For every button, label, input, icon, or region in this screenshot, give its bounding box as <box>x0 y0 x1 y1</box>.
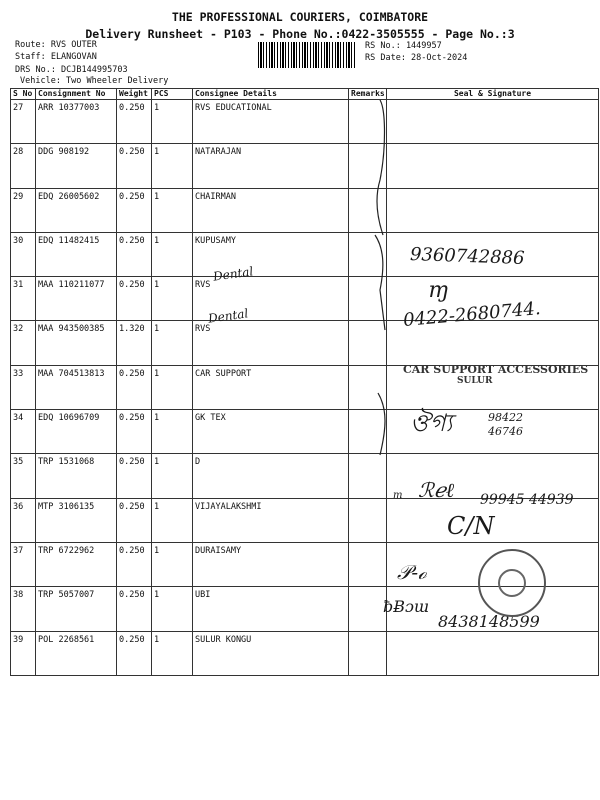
cell-weight: 0.250 <box>117 232 152 276</box>
handwritten-signature-34: ঔগ্য <box>410 409 453 437</box>
cell-weight: 0.250 <box>117 631 152 675</box>
cell-weight: 0.250 <box>117 498 152 542</box>
cell-consignee: RVS EDUCATIONAL <box>193 100 349 144</box>
cell-consignment: EDQ 11482415 <box>36 232 117 276</box>
seal-stamp-subtext: SULUR <box>457 376 493 386</box>
cell-weight: 0.250 <box>117 454 152 498</box>
cell-consignee: RVS <box>193 321 349 365</box>
header-remarks: Remarks <box>349 89 387 100</box>
cell-sno: 33 <box>11 365 36 409</box>
route-text: Route: RVS OUTER <box>15 40 97 50</box>
cell-weight: 0.250 <box>117 144 152 188</box>
brace-mark-1 <box>377 100 385 235</box>
cell-weight: 0.250 <box>117 277 152 321</box>
cell-consignee: KUPUSAMY <box>193 232 349 276</box>
cell-consignment: TRP 6722962 <box>36 542 117 586</box>
cell-consignee: VIJAYALAKSHMI <box>193 498 349 542</box>
drs-number: DRS No.: DCJB144995703 <box>15 65 128 75</box>
cell-consignee: DURAISAMY <box>193 542 349 586</box>
handwritten-signature-38: 𝒫-ℴ <box>397 560 427 584</box>
cell-pcs: 1 <box>152 631 193 675</box>
header-consignee: Consignee Details <box>193 89 349 100</box>
cell-sno: 36 <box>11 498 36 542</box>
handwritten-phone-39: 8438148599 <box>438 612 540 631</box>
cell-pcs: 1 <box>152 277 193 321</box>
handwritten-dental-2: Dental <box>207 306 250 326</box>
cell-consignment: TRP 5057007 <box>36 587 117 631</box>
cell-sno: 39 <box>11 631 36 675</box>
cell-consignment: MTP 3106135 <box>36 498 117 542</box>
cell-consignment: ARR 10377003 <box>36 100 117 144</box>
brace-mark-2 <box>375 235 385 330</box>
page-title: THE PROFESSIONAL COURIERS, COIMBATORE <box>171 10 429 24</box>
cell-sno: 30 <box>11 232 36 276</box>
cell-pcs: 1 <box>152 100 193 144</box>
cell-consignee: GK TEX <box>193 410 349 454</box>
cell-consignee: UBI <box>193 587 349 631</box>
cell-sno: 35 <box>11 454 36 498</box>
header-seal: Seal & Signature <box>387 89 599 100</box>
header-weight: Weight <box>117 89 152 100</box>
rs-number: RS No.: 1449957 <box>365 41 442 51</box>
handwritten-signature-39: ƀɃɔɯ <box>383 597 430 616</box>
handwritten-phone-gk: 98422 46746 <box>488 411 523 438</box>
handwritten-initial-36: m <box>393 490 403 501</box>
cell-consignee: RVS <box>193 277 349 321</box>
cell-weight: 0.250 <box>117 100 152 144</box>
cell-consignment: TRP 1531068 <box>36 454 117 498</box>
cell-pcs: 1 <box>152 542 193 586</box>
cell-consignee: CHAIRMAN <box>193 188 349 232</box>
cell-sno: 34 <box>11 410 36 454</box>
cell-sno: 38 <box>11 587 36 631</box>
cell-consignee: D <box>193 454 349 498</box>
header-sno: S No <box>11 89 36 100</box>
handwritten-phone-1: 9360742886 <box>409 244 525 269</box>
cell-pcs: 1 <box>152 365 193 409</box>
cell-consignment: MAA 704513813 <box>36 365 117 409</box>
cell-pcs: 1 <box>152 498 193 542</box>
cell-sno: 32 <box>11 321 36 365</box>
handwritten-signature-36: ℛℯℓ <box>418 478 455 502</box>
cell-weight: 1.320 <box>117 321 152 365</box>
handwritten-phone-36: 99945 44939 <box>480 492 574 508</box>
cell-consignee: CAR SUPPORT <box>193 365 349 409</box>
cell-pcs: 1 <box>152 587 193 631</box>
cell-consignment: MAA 110211077 <box>36 277 117 321</box>
cell-pcs: 1 <box>152 410 193 454</box>
cell-pcs: 1 <box>152 144 193 188</box>
cell-weight: 0.250 <box>117 587 152 631</box>
cell-pcs: 1 <box>152 321 193 365</box>
page-subtitle: Delivery Runsheet - P103 - Phone No.:0422-3505555 - Page No.:3 <box>85 27 515 41</box>
cell-weight: 0.250 <box>117 542 152 586</box>
cell-sno: 27 <box>11 100 36 144</box>
cell-sno: 28 <box>11 144 36 188</box>
cell-sno: 29 <box>11 188 36 232</box>
header-consignment: Consignment No <box>36 89 117 100</box>
cell-consignee: SULUR KONGU <box>193 631 349 675</box>
cell-consignment: EDQ 10696709 <box>36 410 117 454</box>
cell-pcs: 1 <box>152 232 193 276</box>
cell-sno: 31 <box>11 277 36 321</box>
brace-mark-3 <box>378 393 385 455</box>
cell-consignment: MAA 943500385 <box>36 321 117 365</box>
cell-pcs: 1 <box>152 188 193 232</box>
handwritten-signature-31: ɱ <box>428 278 449 303</box>
staff-text: Staff: ELANGOVAN <box>15 52 97 62</box>
header-pcs: PCS <box>152 89 193 100</box>
handwritten-dental-1: Dental <box>212 264 255 284</box>
cell-consignee: NATARAJAN <box>193 144 349 188</box>
cell-consignment: DDG 908192 <box>36 144 117 188</box>
cell-sno: 37 <box>11 542 36 586</box>
cell-pcs: 1 <box>152 454 193 498</box>
handwritten-phone-2: 0422-2680744. <box>402 298 542 331</box>
rs-date: RS Date: 28-Oct-2024 <box>365 53 468 63</box>
cell-consignment: POL 2268561 <box>36 631 117 675</box>
cell-consignment: EDQ 26005602 <box>36 188 117 232</box>
handwritten-cn: C/N <box>447 512 495 540</box>
vehicle-text: Vehicle: Two Wheeler Delivery <box>20 76 169 86</box>
cell-weight: 0.250 <box>117 410 152 454</box>
cell-weight: 0.250 <box>117 188 152 232</box>
seal-stamp-text: CAR SUPPORT ACCESSORIES <box>403 363 589 376</box>
cell-weight: 0.250 <box>117 365 152 409</box>
